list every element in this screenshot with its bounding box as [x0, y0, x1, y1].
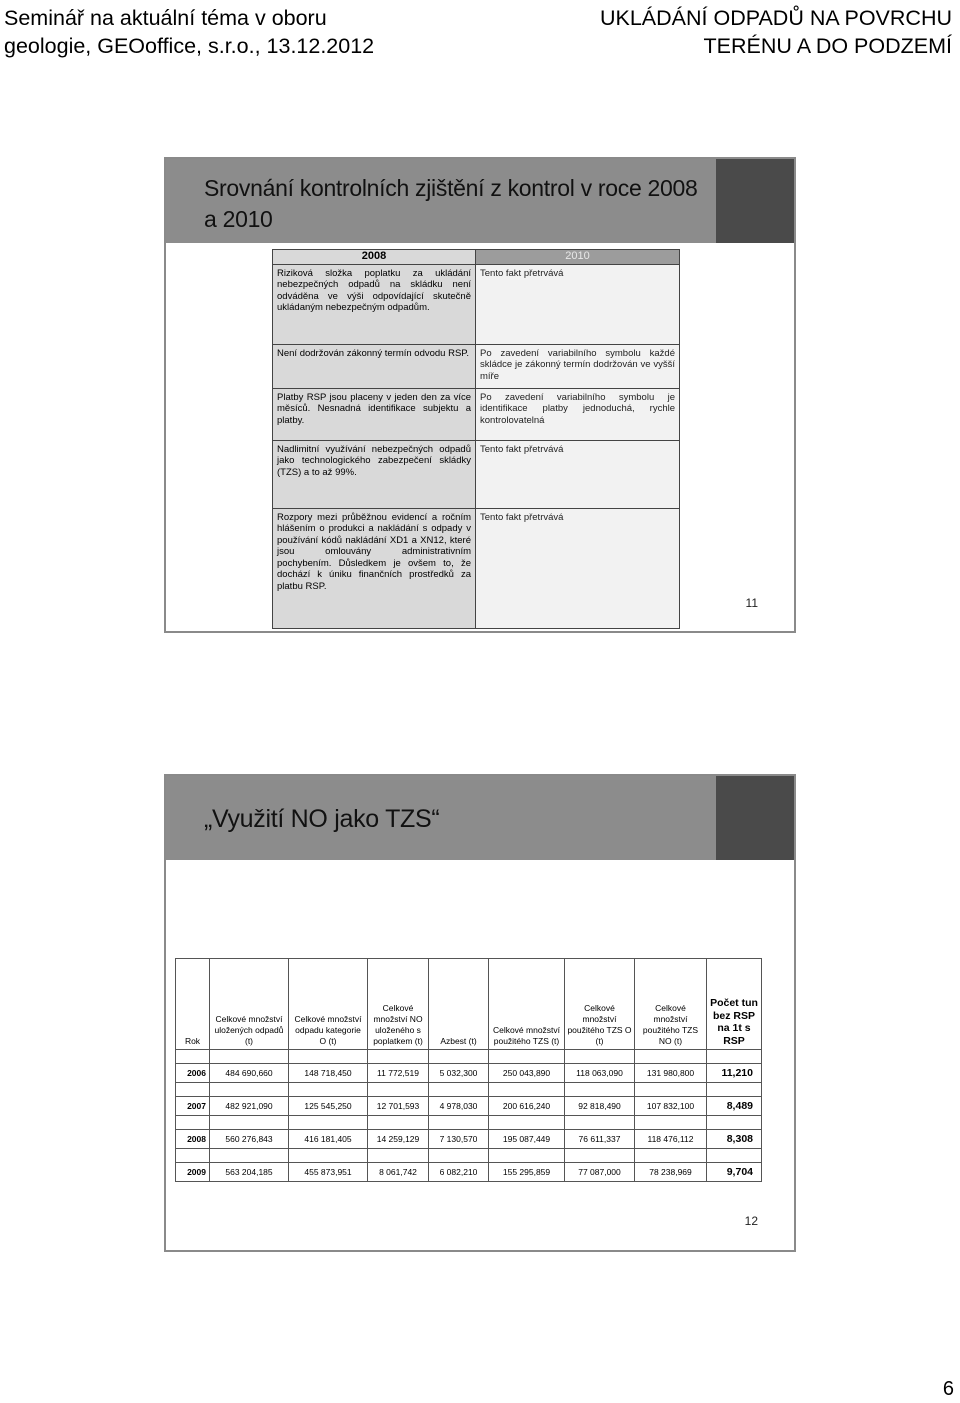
header-right-line2: TERÉNU A DO PODZEMÍ — [703, 34, 952, 58]
column-header: Rok — [176, 959, 210, 1050]
ratio-cell: 11,210 — [707, 1064, 762, 1083]
value-cell: 14 259,129 — [368, 1130, 429, 1149]
cell-2010: Tento fakt přetrvává — [476, 264, 680, 344]
cell-2008: Rozpory mezi průběžnou evidencí a ročním hlášením o produkci a nakládání s odpady v používání kódů nakládání XD1 a XN12, které jsou omlouvány administrativním pochybením. Důsledkem je ovšem to, že dochází k úniku finančních prostředků za platbu RSP. — [273, 508, 476, 628]
value-cell: 8 061,742 — [368, 1163, 429, 1182]
table-row — [176, 1163, 762, 1182]
slide-number: 11 — [745, 596, 758, 610]
column-header-2008: 2008 — [273, 250, 476, 265]
value-cell: 131 980,800 — [635, 1064, 707, 1083]
slide-number: 12 — [744, 1214, 758, 1228]
year-cell: 2006 — [176, 1064, 210, 1083]
value-cell: 455 873,951 — [289, 1163, 368, 1182]
value-cell: 200 616,240 — [489, 1097, 565, 1116]
value-cell: 118 476,112 — [635, 1130, 707, 1149]
cell-2008: Nadlimitní využívání nebezpečných odpadů jako technologického zabezpečení skládky (TZS) a to až 99%. — [273, 440, 476, 508]
page-header-left — [4, 4, 374, 60]
value-cell: 125 545,250 — [289, 1097, 368, 1116]
comparison-table — [272, 249, 680, 629]
value-cell: 5 032,300 — [429, 1064, 489, 1083]
cell-2010: Po zavedení variabilního symbolu každé skládce je zákonný termín dodržován ve vyšší míře — [476, 344, 680, 388]
header-right-line1: UKLÁDÁNÍ ODPADŮ NA POVRCHU — [599, 6, 952, 30]
table-row — [273, 344, 680, 388]
slide-12 — [164, 774, 796, 1252]
ratio-cell: 9,704 — [707, 1163, 762, 1182]
year-cell: 2008 — [176, 1130, 210, 1149]
table-row — [273, 508, 680, 628]
column-header: Celkové množství NO uloženého s poplatkem (t) — [368, 959, 429, 1050]
value-cell: 563 204,185 — [210, 1163, 289, 1182]
column-header: Celkové množství odpadu kategorie O (t) — [289, 959, 368, 1050]
ratio-cell: 8,308 — [707, 1130, 762, 1149]
value-cell: 12 701,593 — [368, 1097, 429, 1116]
value-cell: 6 082,210 — [429, 1163, 489, 1182]
year-cell: 2009 — [176, 1163, 210, 1182]
column-header: Celkové množství použitého TZS O (t) — [565, 959, 635, 1050]
column-header: Azbest (t) — [429, 959, 489, 1050]
slide-corner-block — [716, 159, 794, 243]
value-cell: 148 718,450 — [289, 1064, 368, 1083]
cell-2010: Tento fakt přetrvává — [476, 508, 680, 628]
value-cell: 484 690,660 — [210, 1064, 289, 1083]
value-cell: 7 130,570 — [429, 1130, 489, 1149]
value-cell: 560 276,843 — [210, 1130, 289, 1149]
column-header: Celkové množství použitého TZS (t) — [489, 959, 565, 1050]
cell-2010: Tento fakt přetrvává — [476, 440, 680, 508]
cell-2008: Platby RSP jsou placeny v jeden den za více měsíců. Nesnadná identifikace subjektu a platby. — [273, 388, 476, 440]
table-row — [176, 1097, 762, 1116]
column-header-2010: 2010 — [476, 250, 680, 265]
table-header-row — [176, 959, 762, 1050]
value-cell: 118 063,090 — [565, 1064, 635, 1083]
value-cell: 107 832,100 — [635, 1097, 707, 1116]
cell-2008: Riziková složka poplatku za ukládání nebezpečných odpadů na skládku není odváděna ve výši odpovídající skutečně ukládaným nebezpečným odpadům. — [273, 264, 476, 344]
column-header: Celkové množství uložených odpadů (t) — [210, 959, 289, 1050]
slide-title: „Využití NO jako TZS“ — [204, 805, 440, 833]
column-header: Celkové množství použitého TZS NO (t) — [635, 959, 707, 1050]
ratio-cell: 8,489 — [707, 1097, 762, 1116]
page-number: 6 — [942, 1378, 954, 1400]
value-cell: 11 772,519 — [368, 1064, 429, 1083]
data-table — [175, 958, 762, 1182]
table-row — [176, 1064, 762, 1083]
page-header-right — [600, 4, 952, 60]
value-cell: 78 238,969 — [635, 1163, 707, 1182]
column-header: Počet tun bez RSP na 1t s RSP — [707, 959, 762, 1050]
table-row — [273, 440, 680, 508]
comparison-header-row — [273, 250, 680, 265]
header-left-line2: geologie, GEOoffice, s.r.o., 13.12.2012 — [4, 34, 375, 58]
value-cell: 77 087,000 — [565, 1163, 635, 1182]
table-row — [176, 1130, 762, 1149]
value-cell: 76 611,337 — [565, 1130, 635, 1149]
table-row — [273, 264, 680, 344]
value-cell: 250 043,890 — [489, 1064, 565, 1083]
slide-corner-block — [716, 776, 794, 860]
value-cell: 155 295,859 — [489, 1163, 565, 1182]
table-row — [273, 388, 680, 440]
value-cell: 4 978,030 — [429, 1097, 489, 1116]
value-cell: 416 181,405 — [289, 1130, 368, 1149]
year-cell: 2007 — [176, 1097, 210, 1116]
slide-11 — [164, 157, 796, 633]
header-left-line1: Seminář na aktuální téma v oboru — [4, 6, 327, 30]
value-cell: 482 921,090 — [210, 1097, 289, 1116]
value-cell: 92 818,490 — [565, 1097, 635, 1116]
cell-2008: Není dodržován zákonný termín odvodu RSP. — [273, 344, 476, 388]
cell-2010: Po zavedení variabilního symbolu je identifikace platby jednoduchá, rychle kontrolovatelná — [476, 388, 680, 440]
value-cell: 195 087,449 — [489, 1130, 565, 1149]
slide-title: Srovnání kontrolních zjištění z kontrol v roce 2008 a 2010 — [204, 175, 698, 232]
